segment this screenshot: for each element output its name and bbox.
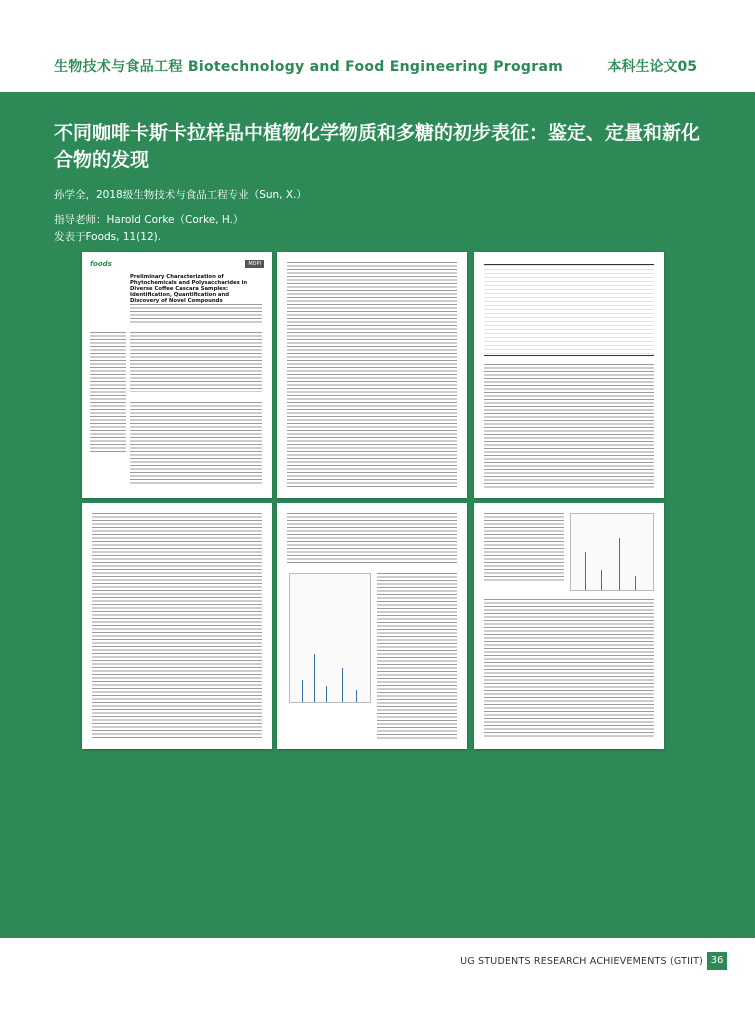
introduction-text <box>130 402 262 486</box>
page-footer <box>0 938 755 1024</box>
page-header <box>0 0 755 92</box>
advisor-line: 指导老师：Harold Corke（Corke, H.） <box>54 214 244 226</box>
paper-page-5 <box>277 503 467 749</box>
sidebar-text <box>90 332 126 452</box>
journal-logo: foods <box>90 260 112 268</box>
body-text <box>287 513 457 565</box>
publisher-logo: MDPI <box>245 260 264 268</box>
paper-page-3 <box>474 252 664 498</box>
chromatogram-figure <box>289 573 371 703</box>
chromatogram-peak <box>314 654 315 702</box>
paper-page-2 <box>277 252 467 498</box>
body-text <box>484 513 564 583</box>
section-label: 本科生论文05 <box>607 59 697 75</box>
article-title: Preliminary Characterization of Phytochemicals and Polysaccharides in Diverse Coffee Cascara Samples: Identification, Quantification and Discovery of Novel Compounds <box>130 274 248 304</box>
methods-text <box>92 513 262 739</box>
publication-line: 发表于Foods, 11(12). <box>54 231 162 243</box>
results-text <box>377 573 457 739</box>
paper-page-1 <box>82 252 272 498</box>
abstract-text <box>130 332 262 392</box>
paper-page-4 <box>82 503 272 749</box>
chromatogram-peak <box>326 686 327 702</box>
spectrum-peak <box>585 552 586 590</box>
program-title: 生物技术与食品工程 Biotechnology and Food Engineering Program <box>54 59 564 75</box>
page-number: 36 <box>707 952 727 970</box>
chromatogram-peak <box>302 680 303 702</box>
footer-label: UG STUDENTS RESEARCH ACHIEVEMENTS (GTIIT) <box>460 956 703 967</box>
discussion-text <box>484 599 654 739</box>
author-block <box>130 304 262 324</box>
chromatogram-peak <box>342 668 343 702</box>
paper-title-zh: 不同咖啡卡斯卡拉样品中植物化学物质和多糖的初步表征：鉴定、定量和新化合物的发现 <box>54 122 701 171</box>
body-text <box>484 364 654 488</box>
paper-page-6 <box>474 503 664 749</box>
author-line: 孙学全，2018级生物技术与食品工程专业（Sun, X.） <box>54 189 307 201</box>
sample-table <box>484 264 654 356</box>
ms-spectra-figure <box>570 513 654 591</box>
spectrum-peak <box>619 538 620 590</box>
chromatogram-peak <box>356 690 357 702</box>
spectrum-peak <box>601 570 602 590</box>
spectrum-peak <box>635 576 636 590</box>
body-text <box>287 262 457 488</box>
